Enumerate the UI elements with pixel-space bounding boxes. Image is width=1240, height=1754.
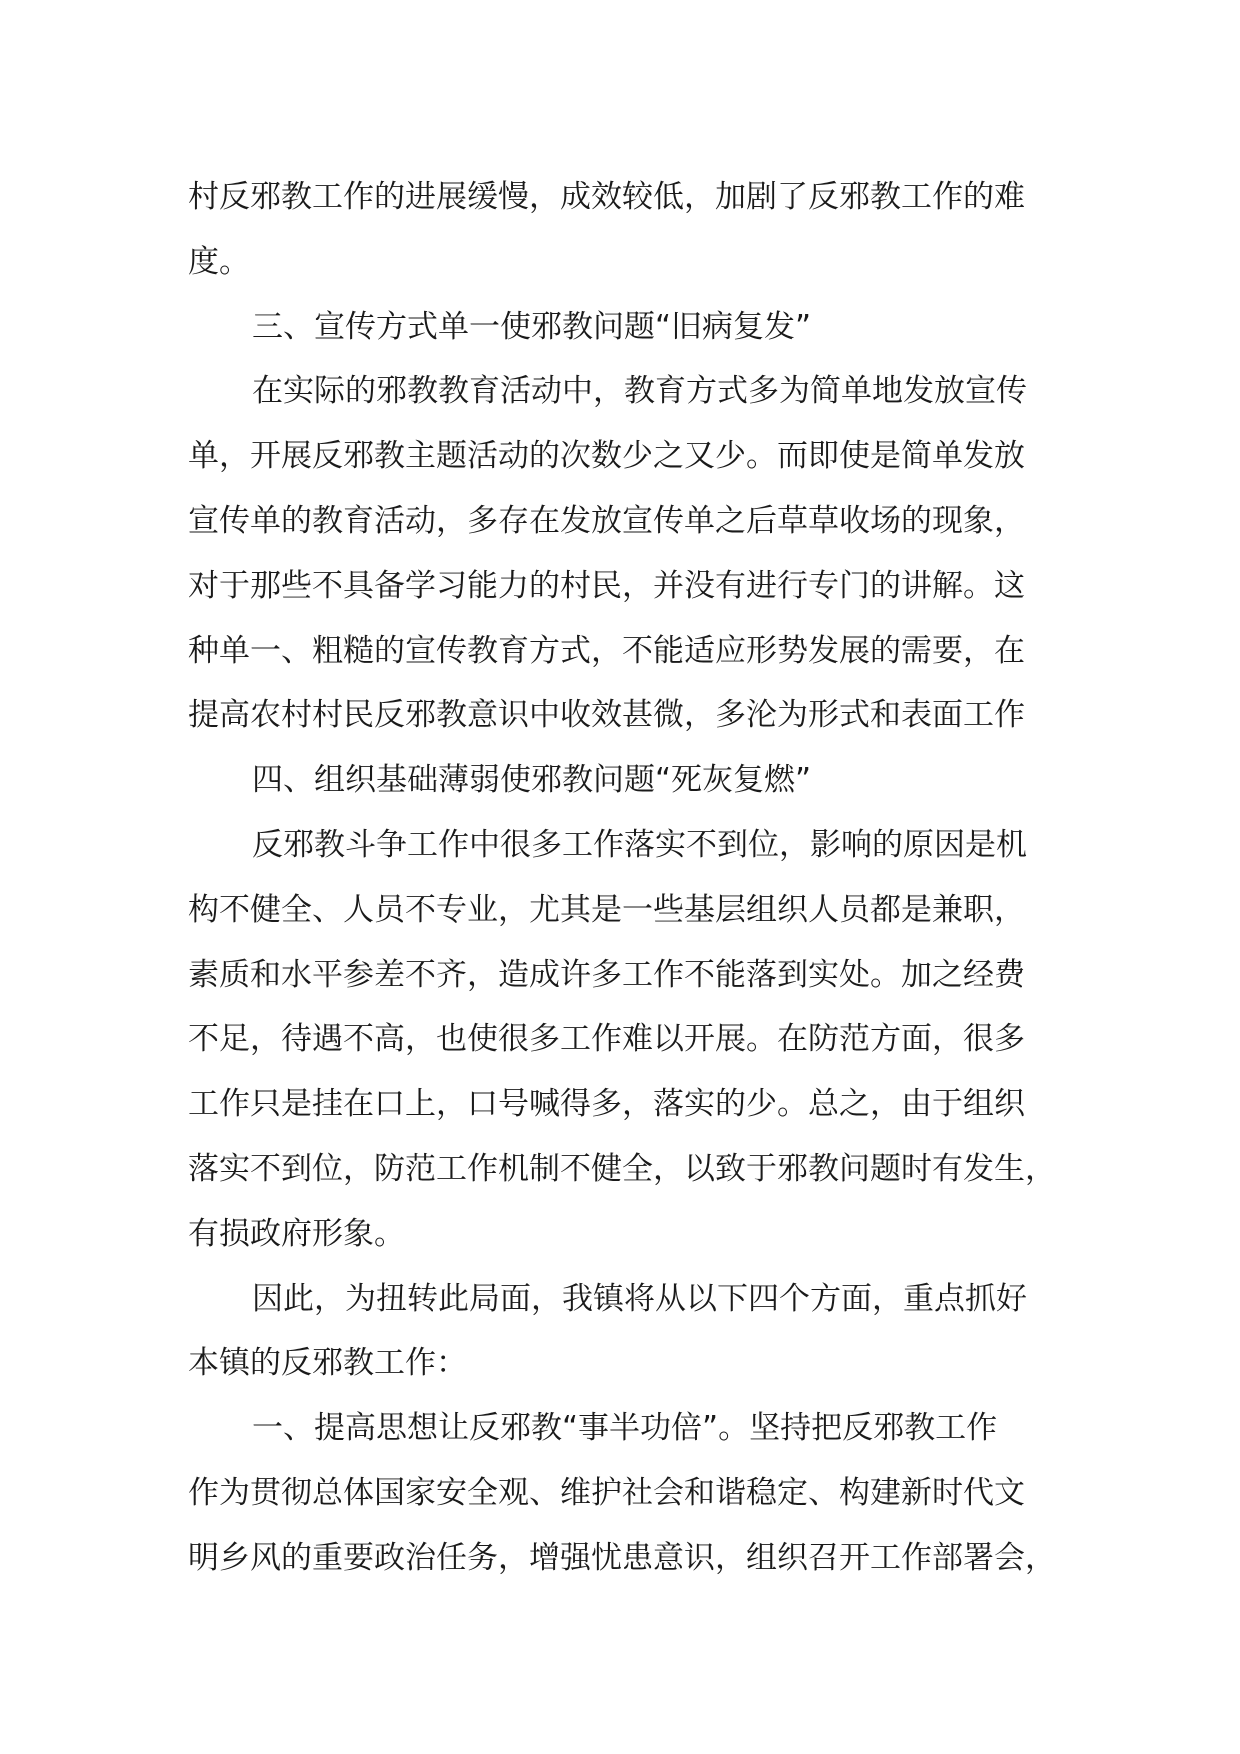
text-line: 有损政府形象。	[188, 1215, 405, 1252]
text-line: 不足，待遇不高，也使很多工作难以开展。在防范方面，很多	[188, 1021, 1025, 1058]
text-line: 因此，为扭转此局面，我镇将从以下四个方面，重点抓好	[252, 1280, 1027, 1317]
section-heading: 三、宣传方式单一使邪教问题“旧病复发”	[252, 308, 812, 345]
text-line: 作为贯彻总体国家安全观、维护社会和谐稳定、构建新时代文	[188, 1474, 1025, 1511]
document-body	[188, 165, 1088, 1591]
text-line: 村反邪教工作的进展缓慢，成效较低，加剧了反邪教工作的难	[188, 179, 1025, 215]
text-line: 素质和水平参差不齐，造成许多工作不能落到实处。加之经费	[188, 956, 1025, 993]
text-line: 落实不到位，防范工作机制不健全，以致于邪教问题时有发生，	[188, 1150, 1056, 1187]
text-line: 构不健全、人员不专业，尤其是一些基层组织人员都是兼职，	[188, 891, 1025, 928]
text-line: 明乡风的重要政治任务，增强忧患意识，组织召开工作部署会，	[188, 1539, 1056, 1576]
text-line: 在实际的邪教教育活动中，教育方式多为简单地发放宣传	[252, 373, 1027, 410]
text-line: 反邪教斗争工作中很多工作落实不到位，影响的原因是机	[252, 826, 1027, 863]
text-line: 工作只是挂在口上，口号喊得多，落实的少。总之，由于组织	[188, 1086, 1025, 1123]
text-line: 宣传单的教育活动，多存在发放宣传单之后草草收场的现象，	[188, 502, 1025, 539]
text-line: 一、提高思想让反邪教“事半功倍”。坚持把反邪教工作	[252, 1410, 998, 1447]
text-line: 种单一、粗糙的宣传教育方式，不能适应形势发展的需要，在	[188, 632, 1025, 669]
text-line: 度。	[188, 243, 250, 280]
text-line: 本镇的反邪教工作：	[188, 1345, 467, 1382]
text-line: 对于那些不具备学习能力的村民，并没有进行专门的讲解。这	[188, 567, 1025, 604]
section-heading: 四、组织基础薄弱使邪教问题“死灰复燃”	[252, 762, 812, 799]
text-line: 单，开展反邪教主题活动的次数少之又少。而即使是简单发放	[188, 438, 1025, 475]
text-line: 提高农村村民反邪教意识中收效甚微，多沦为形式和表面工作	[188, 697, 1025, 734]
